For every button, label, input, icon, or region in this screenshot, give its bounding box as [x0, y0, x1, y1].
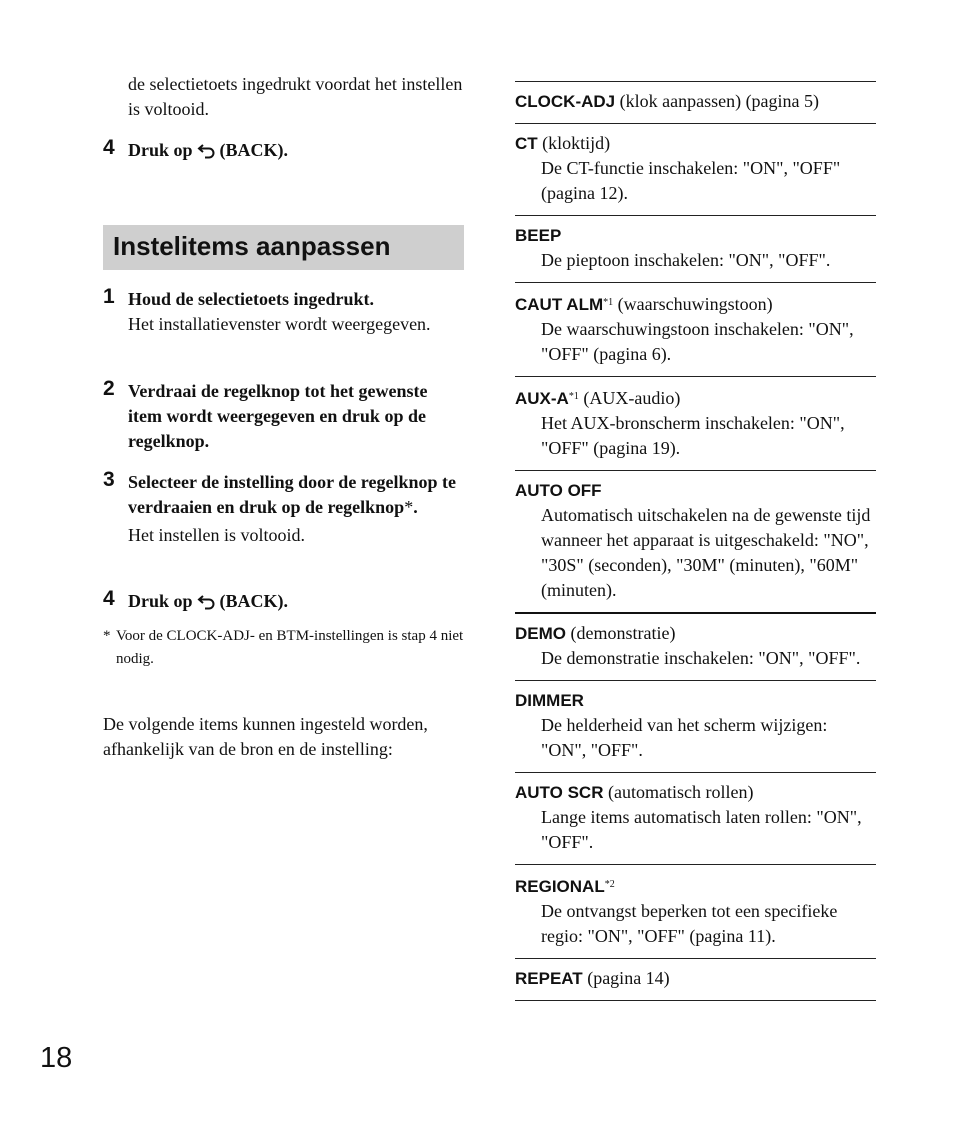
step-text: Druk op: [128, 140, 193, 160]
item-aux-a: [515, 376, 876, 470]
item-desc: De pieptoon inschakelen: "ON", "OFF".: [541, 250, 831, 270]
item-auto-scr: [515, 772, 876, 864]
footnote: [103, 625, 465, 671]
item-clock-adj: [515, 81, 876, 123]
item-suffix: (pagina 14): [582, 968, 670, 988]
item-desc: De ontvangst beperken tot een specifieke regio: "ON", "OFF" (pagina 11).: [541, 901, 838, 946]
item-desc: De demonstratie inschakelen: "ON", "OFF".: [541, 648, 861, 668]
item-footnote-ref: *1: [603, 297, 614, 308]
item-caut-alm: [515, 282, 876, 376]
pre-step-4: [103, 138, 465, 163]
step-result: Het installatievenster wordt weergegeven.: [128, 314, 431, 334]
back-label: (BACK).: [219, 140, 289, 160]
item-desc: De CT-functie inschakelen: "ON", "OFF" (pagina 12).: [541, 158, 841, 203]
back-icon: [197, 594, 217, 610]
item-suffix: (automatisch rollen): [603, 782, 754, 802]
item-footnote-ref: *2: [604, 879, 615, 890]
item-suffix: (klok aanpassen) (pagina 5): [615, 91, 820, 111]
item-name: AUTO SCR: [515, 783, 604, 802]
step-number: 4: [103, 587, 115, 610]
step-number: 1: [103, 285, 115, 308]
item-name: CT: [515, 134, 538, 153]
item-name: DEMO: [515, 624, 566, 643]
item-name: CAUT ALM: [515, 295, 604, 314]
back-label: (BACK).: [219, 591, 289, 611]
item-auto-off: [515, 470, 876, 612]
back-icon: [197, 143, 217, 159]
item-footnote-ref: *1: [568, 391, 579, 402]
item-suffix: (AUX-audio): [578, 388, 681, 408]
item-name: REGIONAL: [515, 877, 605, 896]
item-ct: [515, 123, 876, 215]
item-name: AUTO OFF: [515, 481, 602, 500]
intro-text: de selectietoets ingedrukt voordat het instellen is voltooid.: [128, 74, 463, 119]
step-2: [103, 379, 465, 454]
step-instruction: Selecteer de instelling door de regelknop te verdraaien en druk op de regelknop: [128, 472, 456, 517]
footnote-marker: *: [103, 628, 111, 644]
item-name: BEEP: [515, 226, 562, 245]
step-result: Het instellen is voltooid.: [128, 525, 305, 545]
step-3: [103, 470, 465, 548]
item-name: CLOCK-ADJ: [515, 92, 616, 111]
item-name: REPEAT: [515, 969, 583, 988]
item-desc: Automatisch uitschakelen na de gewenste tijd wanneer het apparaat is uitgeschakeld: "NO", "30S" (seconden), "30M" (minuten), "60M" (minuten).: [541, 505, 871, 600]
item-desc: Lange items automatisch laten rollen: "ON", "OFF".: [541, 807, 862, 852]
item-desc: De waarschuwingstoon inschakelen: "ON", "OFF" (pagina 6).: [541, 319, 854, 364]
footnote-text: Voor de CLOCK-ADJ- en BTM-instellingen is stap 4 niet nodig.: [116, 628, 464, 667]
step-number: 3: [103, 468, 115, 491]
step-number: 2: [103, 377, 115, 400]
section-heading: Instelitems aanpassen: [103, 225, 464, 270]
footnote-star: *: [404, 497, 414, 517]
item-dimmer: [515, 680, 876, 772]
step-number: 4: [103, 136, 115, 159]
item-desc: De helderheid van het scherm wijzigen: "ON", "OFF".: [541, 715, 828, 760]
item-suffix: (kloktijd): [537, 133, 611, 153]
step-instruction-end: .: [413, 497, 418, 517]
item-suffix: (demonstratie): [566, 623, 676, 643]
item-name: AUX-A: [515, 389, 569, 408]
closing-text: De volgende items kunnen ingesteld worden, afhankelijk van de bron en de instelling:: [103, 714, 428, 759]
settings-list: [515, 81, 876, 1001]
item-repeat: [515, 958, 876, 1001]
step-instruction: Houd de selectietoets ingedrukt.: [128, 289, 374, 309]
item-regional: [515, 864, 876, 958]
page-number: 18: [40, 1042, 73, 1074]
step-1: [103, 287, 465, 337]
step-text: Druk op: [128, 591, 193, 611]
item-beep: [515, 215, 876, 282]
item-demo: [515, 612, 876, 680]
item-name: DIMMER: [515, 691, 584, 710]
item-desc: Het AUX-bronscherm inschakelen: "ON", "OFF" (pagina 19).: [541, 413, 845, 458]
item-suffix: (waarschuwingstoon): [613, 294, 773, 314]
step-4: [103, 589, 465, 614]
step-instruction: Verdraai de regelknop tot het gewenste item wordt weergegeven en druk op de regelknop.: [128, 381, 428, 451]
